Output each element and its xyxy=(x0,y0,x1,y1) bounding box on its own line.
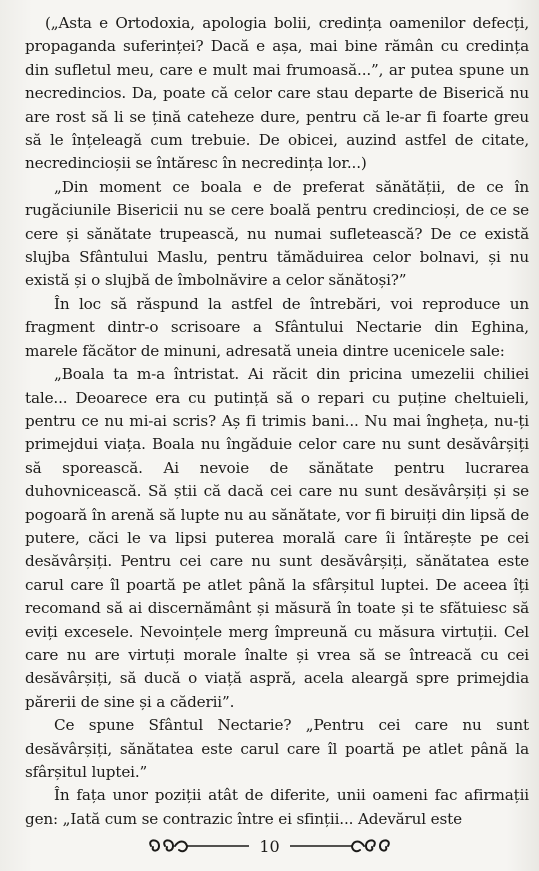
paragraph-6: În fața unor poziții atât de diferite, unii oameni fac afirmații gen: „Iată cum se contrazic între ei sfinții... Adevărul este xyxy=(25,786,529,828)
paragraph-5: Ce spune Sfântul Nectarie? „Pentru cei care nu sunt desăvârșiți, sănătatea este carul care îl poartă pe atlet până la sfârșitul luptei.” xyxy=(25,716,529,781)
left-ornament-icon xyxy=(145,836,251,856)
paragraph-4: „Boala ta m-a întristat. Ai răcit din pricina umezelii chiliei tale... Deoarece era cu putință să o repari cu puține cheltuieli, pentru ce nu mi-ai scris? Aș fi trimis bani... Nu mai îngheța, nu-ți primejdui viața. Boala nu îngăduie celor care nu sunt desăvârșiți să sporească. Ai nevoie de sănătate pentru lucrarea duhovnicească. Să știi că dacă cei care nu sunt desăvârșiți și se pogoară în arenă să lupte nu au sănătate, vor fi biruiți din lipsă de putere, căci le va lipsi puterea morală care îi întărește pe cei desăvârșiți. Pentru cei care nu sunt desăvârșiți, sănătatea este carul care îl poartă pe atlet până la sfârșitul luptei. De aceea îți recomand să ai discernământ și măsură în toate și te sfătuiesc să eviți excesele. Nevoințele merg împreună cu măsura virtuții. Cel care nu are virtuți morale înalte și vrea să se întreacă cu cei desăvârșiți, să ducă o viață aspră, acela aleargă spre primejdia părerii de sine și a căderii”. xyxy=(25,365,529,711)
right-ornament-icon xyxy=(288,836,394,856)
paragraph-1: („Asta e Ortodoxia, apologia bolii, credința oamenilor defecți, propaganda suferinței? Dacă e așa, mai bine rămân cu credința din sufletul meu, care e mult mai frumoasă...”, ar putea spune un necredincios. Da, poate că celor care stau departe de Biserică nu are rost să li se țină cateheze dure, pentru că le-ar fi foarte greu să le înțeleagă cum trebuie. De obicei, auzind astfel de citate, necredincioșii se întăresc în necredința lor...) xyxy=(25,14,529,173)
page-footer xyxy=(0,826,539,866)
paragraph-3: În loc să răspund la astfel de întrebări, voi reproduce un fragment dintr-o scrisoare a Sfântului Nectarie din Eghina, marele făcător de minuni, adresată uneia dintre ucenicele sale: xyxy=(25,294,529,360)
paragraph-2: „Din moment ce boala e de preferat sănătății, de ce în rugăciunile Bisericii nu se cere boală pentru credincioși, de ce se cere și sănătate trupească, nu numai sufletească? De ce există slujba Sfântului Maslu, pentru tămăduirea celor bolnavi, și nu există și o slujbă de îmbolnăvire a celor sănătoși?” xyxy=(25,177,529,290)
page-body xyxy=(25,12,529,831)
page-number: 10 xyxy=(259,836,280,856)
